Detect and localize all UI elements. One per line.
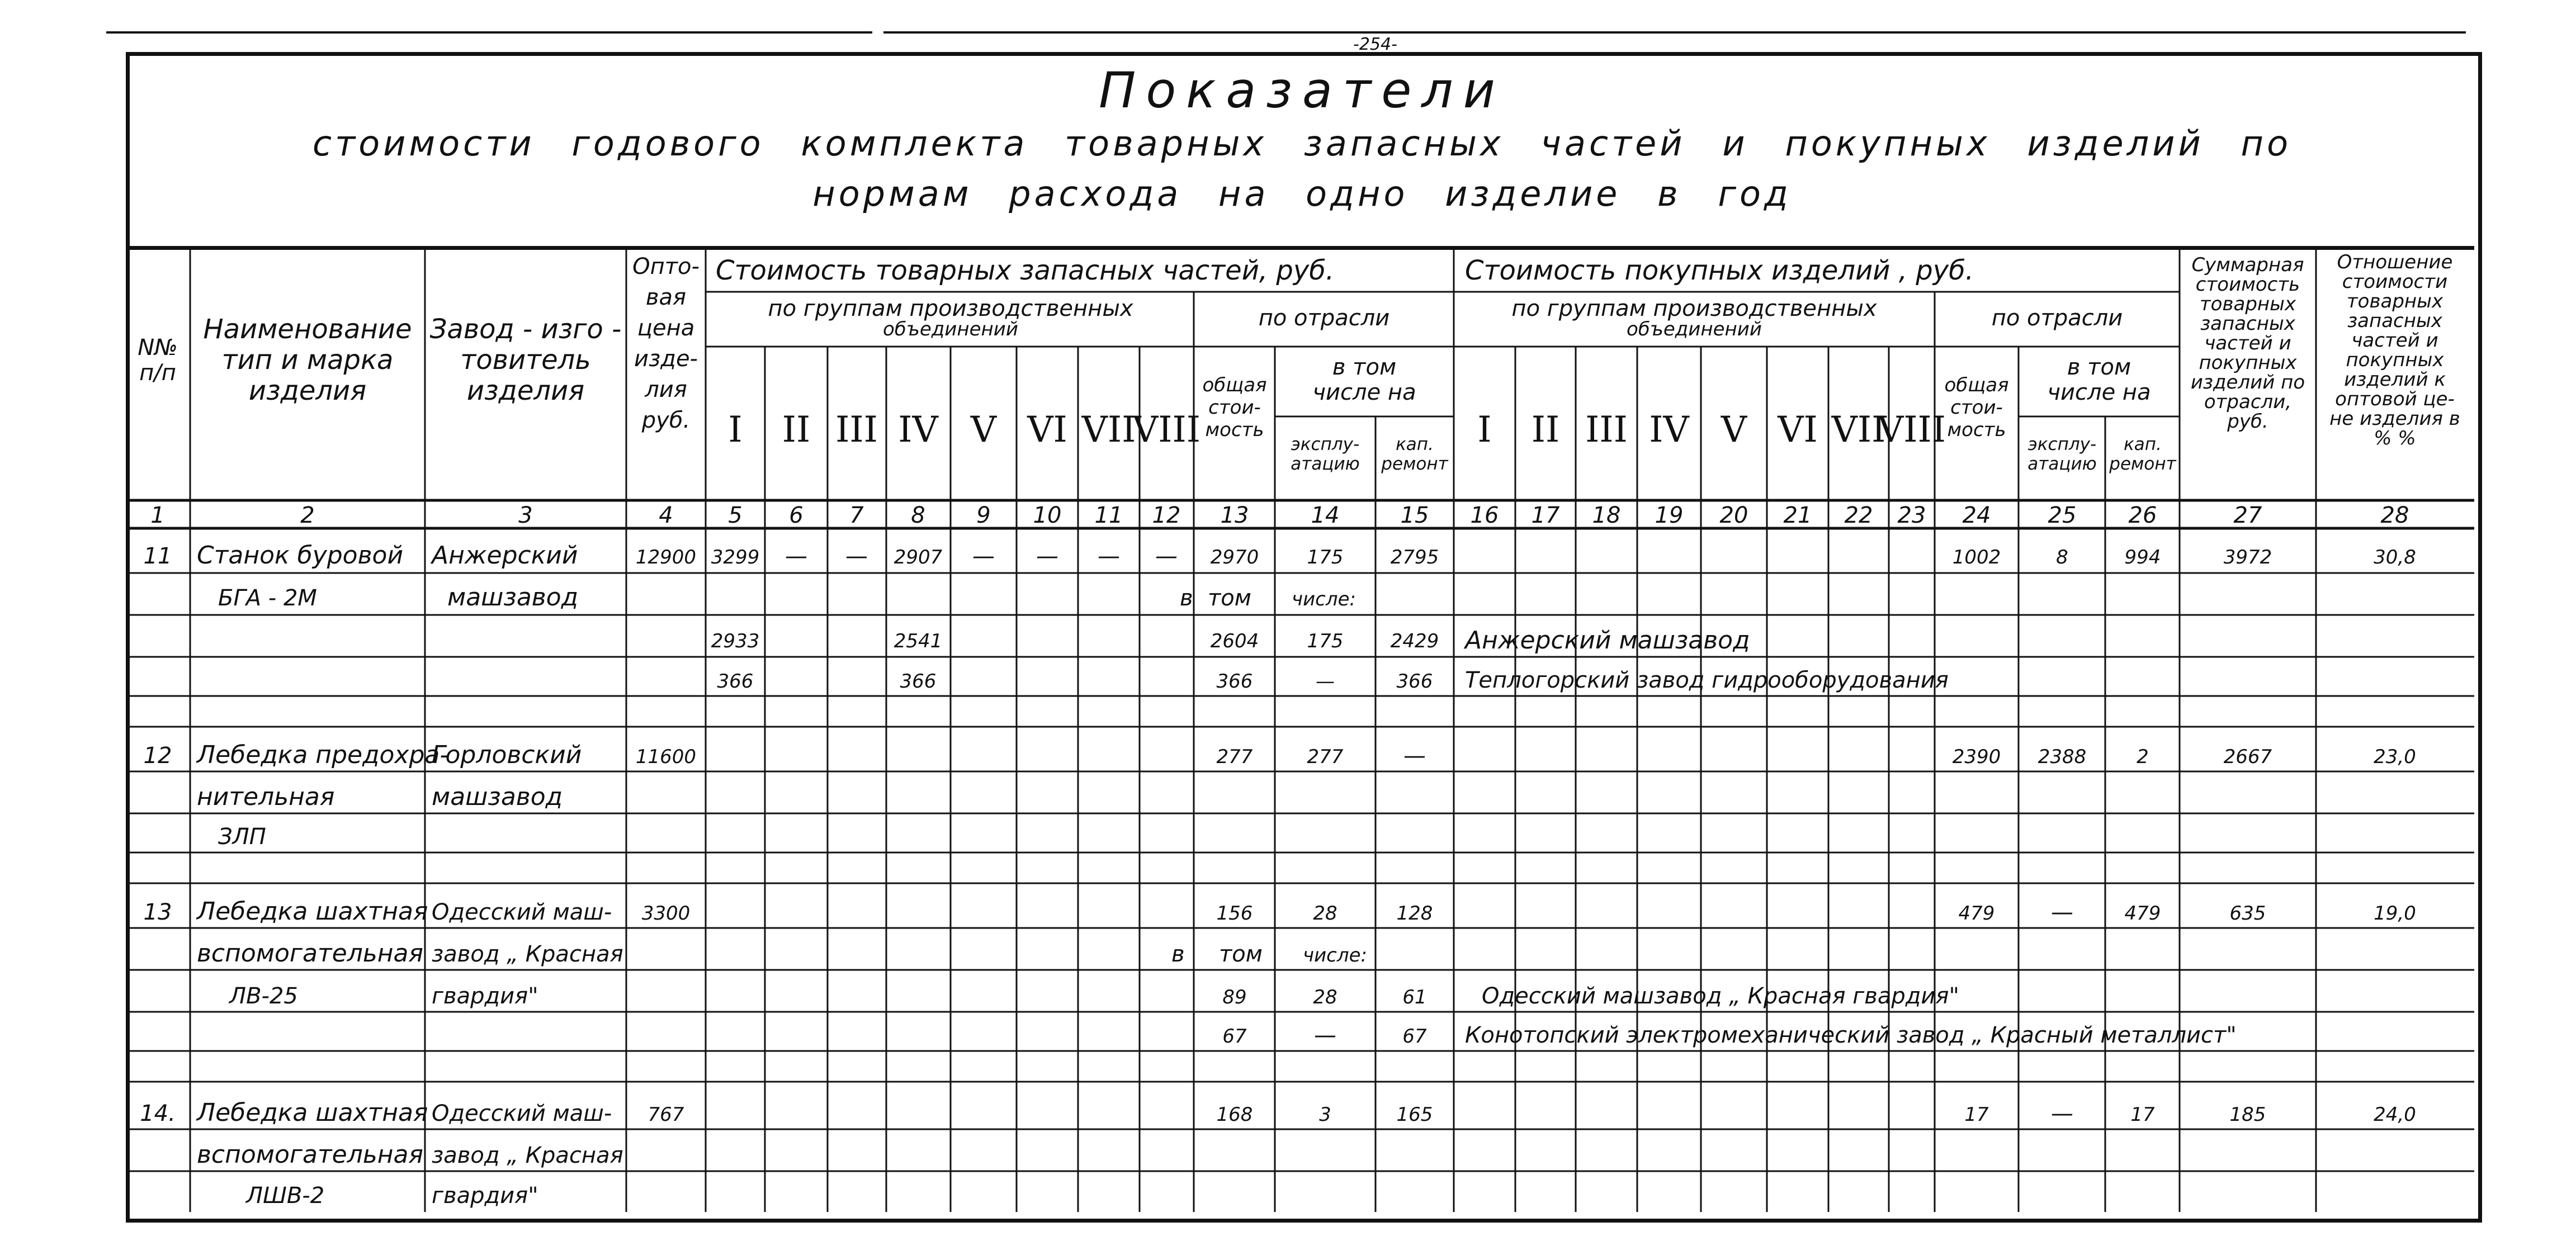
row-11b-expl: — <box>1316 670 1335 693</box>
header-plant-line-2: товитель <box>460 344 591 376</box>
col-number-9: 9 <box>976 503 991 528</box>
header-total-cost-3: мость <box>1205 419 1264 441</box>
roman-left-3: III <box>835 409 878 451</box>
roman-right-5: V <box>1721 409 1747 451</box>
row-13-plant-1: Одесский маш- <box>432 899 612 925</box>
row-13-name-3: ЛВ-25 <box>229 983 298 1009</box>
row-12-name-1: Лебедка предохра- <box>197 741 449 769</box>
header-by-branch: по отрасли <box>1258 305 1390 331</box>
header-summary-9: руб. <box>2227 410 2268 433</box>
roman-right-4: IV <box>1649 409 1689 451</box>
row-11-p-expl: 8 <box>2056 546 2068 569</box>
row-14-plant-1: Одесский маш- <box>432 1101 612 1126</box>
row-11-name-1: Станок буровой <box>197 541 404 570</box>
header-total-cost-2: стои- <box>1208 396 1261 419</box>
roman-right-3: III <box>1585 409 1628 451</box>
roman-left-7: VII <box>1081 409 1136 451</box>
header-ratio-3: товарных <box>2346 290 2443 312</box>
col-number-12: 12 <box>1152 503 1181 528</box>
row-13a-plant: Одесский машзавод „ Красная гвардия" <box>1482 983 1959 1009</box>
row-11-g2: — <box>785 543 807 569</box>
row-11-g5: — <box>972 543 995 569</box>
row-14-p-kap: 17 <box>2130 1104 2155 1126</box>
row-14-ratio: 24,0 <box>2374 1104 2416 1126</box>
col-number-16: 16 <box>1470 503 1499 528</box>
col-number-23: 23 <box>1897 503 1926 528</box>
row-12-p-expl: 2388 <box>2038 746 2087 768</box>
col-number-18: 18 <box>1592 503 1621 528</box>
header-summary-1: Суммарная <box>2191 254 2304 276</box>
row-13b-plant: Конотопский электромеханический завод „ Красный металлист" <box>1465 1022 2237 1048</box>
col-number-10: 10 <box>1033 503 1062 528</box>
row-13-plant-2: завод „ Красная <box>432 941 623 967</box>
row-11-sum: 3972 <box>2223 546 2272 569</box>
row-11-g8: — <box>1155 543 1178 569</box>
col-number-15: 15 <box>1400 503 1429 528</box>
row-11-plant-2: машзавод <box>447 583 579 612</box>
row-11-incl-chisle: числе: <box>1292 588 1356 610</box>
roman-left-1: I <box>728 409 743 451</box>
header-summary-3: товарных <box>2199 293 2296 315</box>
header-ratio-6: покупных <box>2346 349 2444 371</box>
header-ratio-8: оптовой це- <box>2335 388 2455 410</box>
row-11b-g4: 366 <box>900 670 937 693</box>
header-summary-2: стоимость <box>2195 273 2300 296</box>
row-11-incl-v: в <box>1180 585 1193 611</box>
header-by-branch-right: по отрасли <box>1991 305 2123 331</box>
row-11-total: 2970 <box>1210 546 1259 569</box>
row-12-kap: — <box>1403 743 1426 769</box>
roman-left-4: IV <box>898 409 938 451</box>
header-price-line-5: лия <box>645 377 687 402</box>
col-number-14: 14 <box>1311 503 1340 528</box>
document-subtitle-line-2: нормам расхода на одно изделие в год <box>812 173 1792 214</box>
row-13-price: 3300 <box>641 902 691 925</box>
table-row <box>144 541 2416 693</box>
row-12-sum: 2667 <box>2223 746 2272 768</box>
table-row <box>144 897 2416 1048</box>
header-by-groups-right-2: объединений <box>1627 318 1762 340</box>
header-including-right-1: в том <box>2067 354 2131 380</box>
row-13-total: 156 <box>1216 902 1253 925</box>
col-number-7: 7 <box>849 503 864 528</box>
row-11-p-kap: 994 <box>2124 546 2161 569</box>
header-plant-line-1: Завод - изго - <box>429 314 622 345</box>
row-14-expl: 3 <box>1319 1104 1331 1126</box>
row-13b-expl: — <box>1314 1022 1336 1048</box>
roman-right-2: II <box>1531 409 1560 451</box>
roman-left-5: V <box>970 409 997 451</box>
header-price-line-1: Опто- <box>632 254 699 280</box>
document-subtitle-line-1: стоимости годового комплекта товарных запасных частей и покупных изделий по <box>312 123 2292 164</box>
row-11-expl: 175 <box>1307 546 1344 569</box>
header-total-cost-1: общая <box>1202 374 1267 396</box>
row-11a-total: 2604 <box>1210 630 1259 652</box>
row-13b-kap: 67 <box>1402 1025 1427 1048</box>
col-number-24: 24 <box>1962 503 1991 528</box>
row-13b-total: 67 <box>1222 1025 1247 1048</box>
header-name-line-3: изделия <box>248 375 367 406</box>
row-11-price: 12900 <box>635 546 697 569</box>
header-num-line-2: п/п <box>139 360 176 386</box>
row-11-plant-1: Анжерский <box>432 541 578 570</box>
row-11-kap: 2795 <box>1390 546 1439 569</box>
col-number-26: 26 <box>2128 503 2157 528</box>
col-number-28: 28 <box>2380 503 2409 528</box>
header-exploitation-right-2: атацию <box>2027 454 2097 474</box>
header-including-2: числе на <box>1312 380 1416 405</box>
row-12-ratio: 23,0 <box>2374 746 2416 768</box>
document-title: Показатели <box>1099 61 1505 119</box>
header-ratio-2: стоимости <box>2342 271 2448 293</box>
roman-left-6: VI <box>1027 409 1067 451</box>
col-number-17: 17 <box>1531 503 1560 528</box>
col-number-5: 5 <box>728 503 743 528</box>
row-11a-g1: 2933 <box>711 630 760 652</box>
row-12-name-2: нительная <box>197 783 335 811</box>
row-13-name-2: вспомогательная <box>197 939 423 968</box>
col-number-6: 6 <box>789 503 803 528</box>
row-12-plant-2: машзавод <box>432 783 563 811</box>
row-14-kap: 165 <box>1396 1104 1433 1126</box>
row-12-name-3: ЗЛП <box>218 824 266 850</box>
row-14-name-1: Лебедка шахтная <box>197 1098 428 1127</box>
row-14-name-3: ЛШВ-2 <box>246 1183 325 1209</box>
col-number-21: 21 <box>1783 503 1812 528</box>
header-purchased-cost: Стоимость покупных изделий , руб. <box>1465 255 1974 286</box>
col-number-8: 8 <box>911 503 925 528</box>
row-13a-kap: 61 <box>1402 986 1427 1008</box>
header-num-line-1: N№ <box>138 335 178 361</box>
row-11a-plant: Анжерский машзавод <box>1465 626 1750 655</box>
header-cap-repair-right-2: ремонт <box>2109 454 2176 474</box>
roman-right-7: VII <box>1831 409 1886 451</box>
row-14-total: 168 <box>1216 1104 1253 1126</box>
header-price-line-3: цена <box>637 315 695 341</box>
table-row <box>140 1098 2416 1209</box>
row-11b-g1: 366 <box>717 670 754 693</box>
header-cap-repair-1: кап. <box>1396 434 1434 454</box>
row-11-ratio: 30,8 <box>2374 546 2416 569</box>
col-number-1: 1 <box>150 503 165 528</box>
header-ratio-9: не изделия в <box>2329 408 2460 430</box>
header-name-line-2: тип и марка <box>221 344 394 376</box>
row-13-num: 13 <box>143 899 172 925</box>
row-11b-total: 366 <box>1216 670 1253 693</box>
header-total-cost-right-3: мость <box>1947 419 2006 441</box>
header-spare-parts-cost: Стоимость товарных запасных частей, руб. <box>716 255 1335 286</box>
row-11b-plant: Теплогорский завод гидрооборудования <box>1465 667 1949 693</box>
col-number-4: 4 <box>659 503 673 528</box>
roman-right-6: VI <box>1778 409 1818 451</box>
row-12-p-kap: 2 <box>2137 746 2149 768</box>
col-number-27: 27 <box>2233 503 2262 528</box>
row-11-g6: — <box>1036 543 1058 569</box>
row-14-plant-3: гвардия" <box>432 1183 538 1209</box>
row-11-p-total: 1002 <box>1952 546 2001 569</box>
header-total-cost-right-2: стои- <box>1950 396 2003 419</box>
row-13-p-kap: 479 <box>2124 902 2161 925</box>
row-13a-total: 89 <box>1222 986 1247 1008</box>
row-13-p-expl: — <box>2051 899 2073 925</box>
row-12-total: 277 <box>1216 746 1253 768</box>
row-11-name-2: БГА - 2М <box>218 585 317 611</box>
row-14-p-expl: — <box>2051 1101 2073 1126</box>
header-price-line-4: изде- <box>634 346 698 372</box>
header-ratio-7: изделий к <box>2344 368 2446 391</box>
header-summary-7: изделий по <box>2190 371 2305 394</box>
row-11a-expl: 175 <box>1307 630 1344 652</box>
header-exploitation-2: атацию <box>1291 454 1360 474</box>
row-11b-kap: 366 <box>1396 670 1433 693</box>
row-11a-g4: 2541 <box>894 630 943 652</box>
header-exploitation-1: эксплу- <box>1291 434 1360 454</box>
row-12-plant-1: Горловский <box>432 741 582 769</box>
header-exploitation-right-1: эксплу- <box>2027 434 2097 454</box>
col-number-11: 11 <box>1094 503 1123 528</box>
col-number-25: 25 <box>2048 503 2077 528</box>
roman-left-8: VIII <box>1132 409 1201 451</box>
row-11a-kap: 2429 <box>1390 630 1439 652</box>
row-13-plant-3: гвардия" <box>432 983 538 1009</box>
row-13-kap: 128 <box>1396 902 1433 925</box>
row-12-p-total: 2390 <box>1952 746 2001 768</box>
col-number-13: 13 <box>1220 503 1249 528</box>
col-number-19: 19 <box>1655 503 1684 528</box>
header-summary-8: отрасли, <box>2204 391 2292 413</box>
header-by-groups: по группам производственных <box>768 296 1133 321</box>
col-number-20: 20 <box>1719 503 1748 528</box>
row-11-g7: — <box>1098 543 1120 569</box>
row-12-expl: 277 <box>1307 746 1344 768</box>
header-cap-repair-right-1: кап. <box>2124 434 2162 454</box>
row-14-num: 14. <box>140 1101 176 1126</box>
row-13-incl-v: в <box>1171 941 1185 967</box>
header-ratio-1: Отношение <box>2337 251 2453 273</box>
row-13-p-total: 479 <box>1958 902 1995 925</box>
row-12-num: 12 <box>143 743 172 769</box>
header-by-groups-right: по группам производственных <box>1511 296 1877 321</box>
header-plant-line-3: изделия <box>466 375 585 406</box>
row-11-num: 11 <box>143 543 172 569</box>
roman-right-8: VIII <box>1877 409 1946 451</box>
row-11-incl-tom: том <box>1208 585 1251 611</box>
row-14-plant-2: завод „ Красная <box>432 1143 623 1168</box>
row-11-g1: 3299 <box>711 546 760 569</box>
row-13-ratio: 19,0 <box>2374 902 2416 925</box>
page-number: -254- <box>1353 35 1397 54</box>
header-summary-4: запасных <box>2200 312 2295 335</box>
row-14-price: 767 <box>647 1104 684 1126</box>
row-14-name-2: вспомогательная <box>197 1140 423 1169</box>
header-cap-repair-2: ремонт <box>1381 454 1448 474</box>
header-price-line-6: руб. <box>641 408 691 433</box>
table-row <box>144 741 2416 850</box>
header-summary-6: покупных <box>2199 352 2297 374</box>
header-total-cost-right-1: общая <box>1944 374 2009 396</box>
row-11-g3: — <box>845 543 868 569</box>
row-13-incl-tom: том <box>1219 941 1263 967</box>
row-13-name-1: Лебедка шахтная <box>197 897 428 926</box>
row-14-sum: 185 <box>2229 1104 2266 1126</box>
col-number-3: 3 <box>518 503 533 528</box>
row-13a-expl: 28 <box>1313 986 1337 1008</box>
row-12-price: 11600 <box>635 746 697 768</box>
col-number-2: 2 <box>300 503 315 528</box>
row-14-p-total: 17 <box>1964 1104 1989 1126</box>
row-13-sum: 635 <box>2229 902 2266 925</box>
header-including-1: в том <box>1332 354 1397 380</box>
header-ratio-5: частей и <box>2351 329 2438 352</box>
row-13-incl-chisle: числе: <box>1303 944 1367 967</box>
row-11-g4: 2907 <box>894 546 943 569</box>
header-including-right-2: числе на <box>2047 380 2151 405</box>
header-ratio-10: % % <box>2374 427 2416 449</box>
header-summary-5: частей и <box>2204 332 2291 354</box>
col-number-22: 22 <box>1844 503 1873 528</box>
roman-left-2: II <box>782 409 811 451</box>
header-name-line-1: Наименование <box>203 314 412 345</box>
header-by-groups-2: объединений <box>883 318 1018 340</box>
row-13-expl: 28 <box>1313 902 1337 925</box>
header-price-line-2: вая <box>645 285 687 310</box>
roman-right-1: I <box>1477 409 1492 451</box>
header-ratio-4: запасных <box>2347 310 2442 332</box>
